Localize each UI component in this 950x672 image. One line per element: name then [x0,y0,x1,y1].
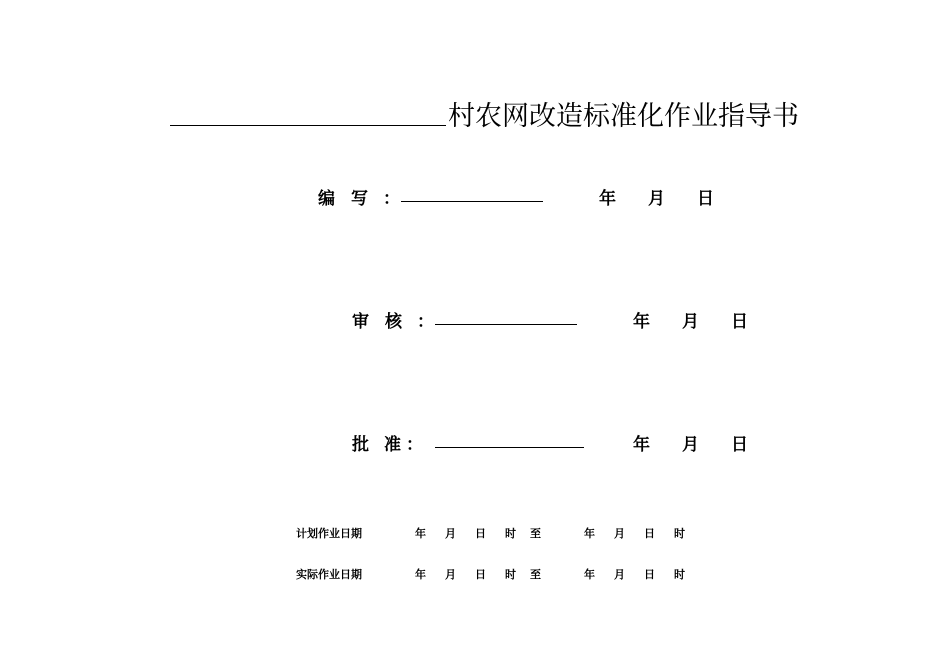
date-year-label: 年 [633,312,650,332]
from-month-label: 月 [445,527,456,540]
date-day-label: 日 [697,189,714,209]
date-year-label: 年 [599,189,616,209]
signature-label-colon: ： [417,312,434,332]
from-year-label: 年 [415,527,426,540]
from-month-label: 月 [445,568,456,581]
signature-label-colon: ： [406,435,423,455]
signature-label-char: 写 [351,189,368,209]
from-hour-label: 时 [505,527,516,540]
to-year-label: 年 [584,568,595,581]
signature-blank-line [401,201,543,202]
title-blank-line [170,125,446,126]
to-day-label: 日 [644,568,655,581]
document-title: 村农网改造标准化作业指导书 [448,101,799,132]
to-label: 至 [530,527,541,540]
date-month-label: 月 [648,189,665,209]
signature-label-char: 批 [352,435,369,455]
actual-work-date-label: 实际作业日期 [296,568,362,581]
to-hour-label: 时 [674,568,685,581]
signature-blank-line [435,447,584,448]
from-day-label: 日 [475,527,486,540]
date-month-label: 月 [682,435,699,455]
to-label: 至 [530,568,541,581]
signature-blank-line [435,324,577,325]
date-month-label: 月 [682,312,699,332]
to-day-label: 日 [644,527,655,540]
to-hour-label: 时 [674,527,685,540]
date-day-label: 日 [731,312,748,332]
from-day-label: 日 [475,568,486,581]
to-month-label: 月 [614,527,625,540]
signature-label-char: 核 [385,312,402,332]
planned-work-date-label: 计划作业日期 [296,527,362,540]
signature-label-char: 准 [384,435,401,455]
to-month-label: 月 [614,568,625,581]
from-year-label: 年 [415,568,426,581]
date-day-label: 日 [731,435,748,455]
date-year-label: 年 [633,435,650,455]
to-year-label: 年 [584,527,595,540]
signature-label-char: 审 [352,312,369,332]
from-hour-label: 时 [505,568,516,581]
signature-label-colon: ： [383,189,400,209]
signature-label-char: 编 [318,189,335,209]
